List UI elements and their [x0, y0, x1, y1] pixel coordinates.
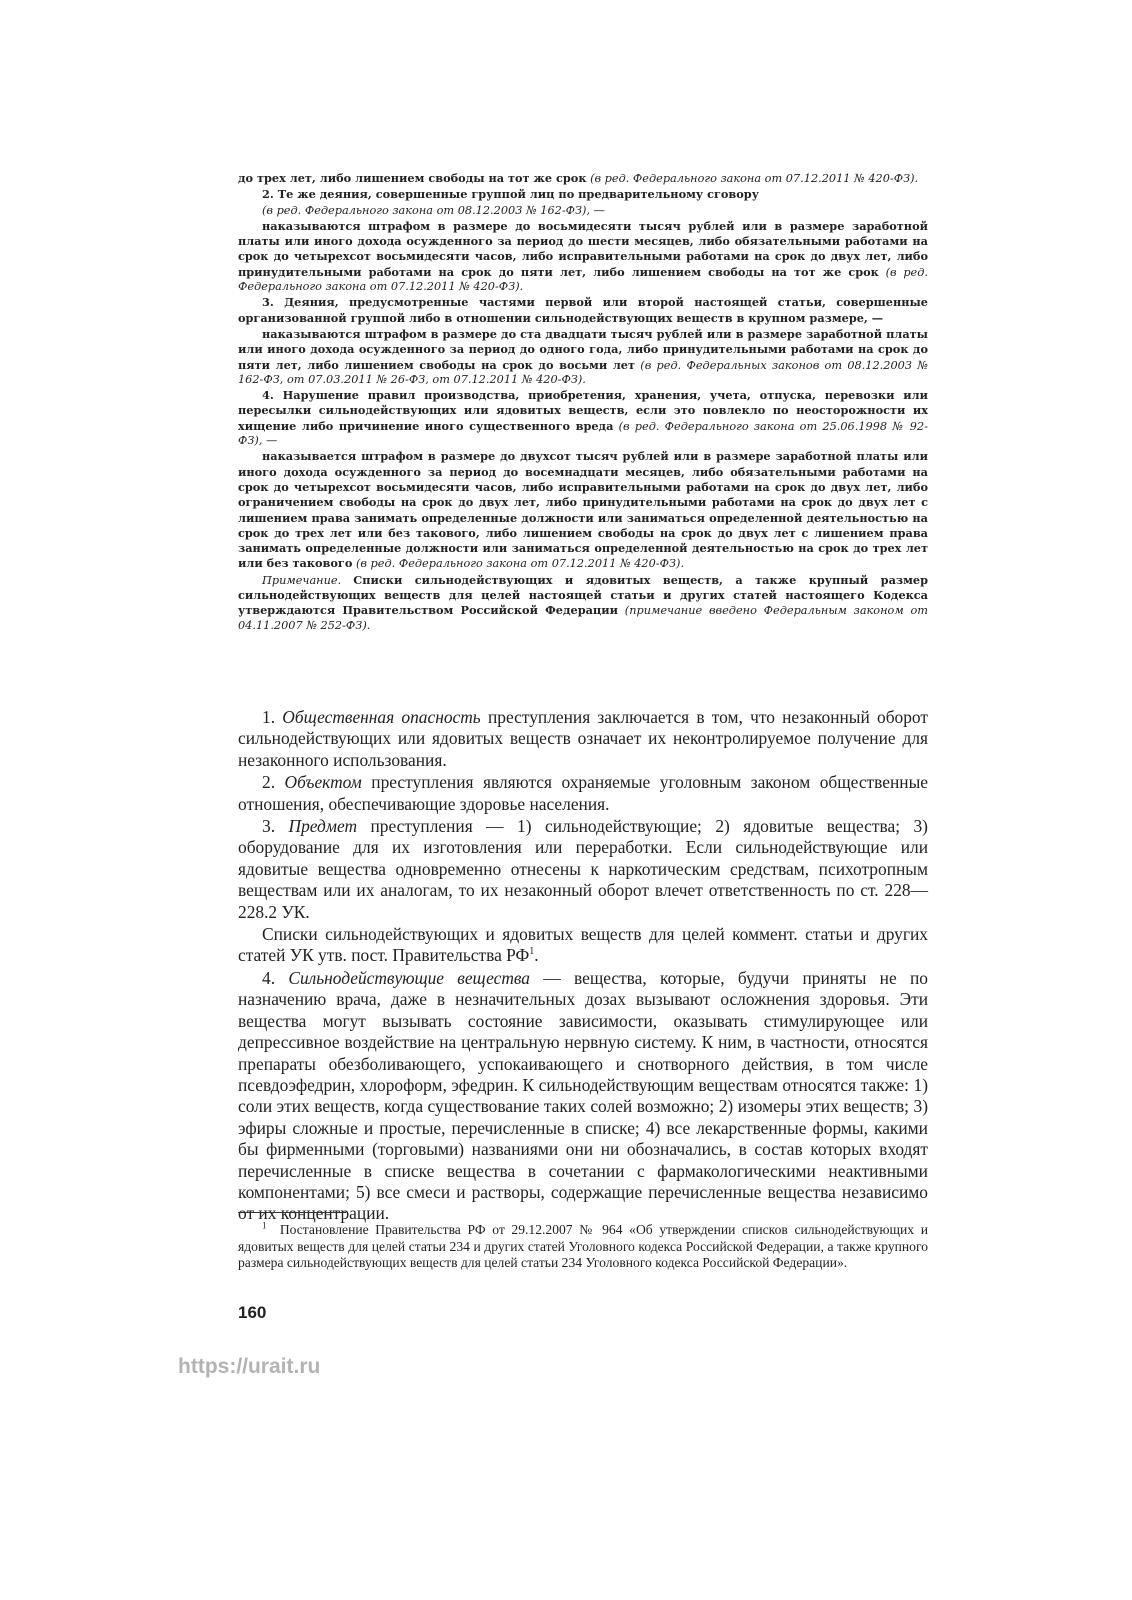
footnote-reference: 1	[529, 946, 535, 958]
paragraph-number: 4.	[262, 967, 276, 988]
law-text: наказывается штрафом в размере до двухсот тысяч рублей или в размере заработной платы или иного дохода осужденного за период до восемнадцати месяцев, либо обязательными работами на срок до четырехсот восьмидесяти часов, либо исправительными работами на срок до двух лет, либо ограничением свободы на срок до двух лет, либо принудительными работами на срок до двух лет с лишением права занимать определенные должности или заниматься определенной деятельностью на срок до трех лет или без такового, либо лишением свободы на срок до двух лет с лишением права занимать определенные должности или заниматься определенной деятельностью на срок до трех лет или без такового	[238, 449, 928, 571]
amendment-note: (примечание введено Федеральным законом от 04.11.2007 № 252-ФЗ).	[238, 604, 928, 632]
law-note	[238, 573, 928, 633]
law-paragraph	[238, 449, 928, 571]
law-paragraph	[238, 204, 928, 218]
law-text: наказываются штрафом в размере до восьмидесяти тысяч рублей или в размере заработной платы или иного дохода осужденного за период до шести месяцев, либо обязательными работами на срок до четырехсот восьмидесяти часов, либо исправительными работами на срок до двух лет, либо принудительными работами на срок до пяти лет, либо лишением свободы на тот же срок	[238, 218, 928, 279]
law-text: наказываются штрафом в размере до ста двадцати тысяч рублей или в размере заработной платы или иного дохода осужденного за период до одного года, либо принудительными работами на срок до пяти лет, либо лишением свободы на срок до восьми лет	[238, 326, 928, 372]
paragraph-text: Списки сильнодействующих и ядовитых веществ для целей коммент. статьи и других статей УК утв. пост. Правительства РФ	[238, 924, 928, 966]
term: Объектом	[284, 772, 362, 793]
amendment-note: (в ред. Федерального закона от 07.12.2011 № 420-ФЗ).	[238, 265, 928, 294]
paragraph-number: 3.	[262, 816, 276, 837]
law-text: 2. Те же деяния, совершенные группой лиц по предварительному сговору	[262, 187, 759, 202]
paragraph-text: — вещества, которые, будучи приняты не по назначению врача, даже в незначительных дозах вызывают осложнения здоровья. Эти вещества могут вызывать состояние зависимости, оказывать стимулирующее или депрессивное воздействие на центральную нервную систему. К ним, в частности, относятся препараты обезболивающего, успокаивающего и снотворного действия, в том числе псевдоэфедрин, хлороформ, эфедрин. К сильнодействующим веществам относятся также: 1) соли этих веществ, когда существование таких солей возможно; 2) изомеры этих веществ; 3) эфиры сложные и простые, перечисленные в списке; 4) все лекарственные формы, какими бы фирменными (торговыми) названиями они ни обозначались, в состав которых входят перечисленные в списке вещества в сочетании с фармакологическими неактивными компонентами; 5) все смеси и растворы, содержащие перечисленные вещества независимо от их концентрации.	[238, 967, 928, 1224]
law-text: Списки сильнодействующих и ядовитых веществ, а также крупный размер сильнодействующих веществ для целей настоящей статьи и других статей настоящего Кодекса утверждаются Правительством Российской Федерации	[238, 572, 929, 618]
commentary-paragraph	[238, 772, 928, 815]
paragraph-number: 2.	[262, 772, 276, 793]
watermark: https://urait.ru	[178, 1355, 321, 1378]
footnote-text	[238, 1222, 928, 1272]
term: Общественная опасность	[282, 707, 481, 727]
law-paragraph	[238, 388, 928, 448]
amendment-note: (в ред. Федеральных законов от 08.12.2003 № 162-ФЗ, от 07.03.2011 № 26-ФЗ, от 07.12.2011 № 420-ФЗ).	[238, 358, 928, 386]
commentary-paragraph	[238, 707, 928, 771]
footnote	[238, 1222, 928, 1272]
law-paragraph	[238, 327, 928, 387]
commentary-paragraph	[238, 816, 928, 923]
law-paragraph	[238, 187, 928, 202]
footnote-body: Постановление Правительства РФ от 29.12.2007 № 964 «Об утверждении списков сильнодействующих и ядовитых веществ для целей статьи 234 и других статей Уголовного кодекса Российской Федерации, а также крупного размера сильнодействующих веществ для целей статьи 234 Уголовного кодекса Российской Федерации».	[238, 1222, 929, 1271]
paragraph-text: преступления — 1) сильнодействующие; 2) ядовитые вещества; 3) оборудование для их изготовления или переработки. Если сильнодействующие или ядовитые вещества одновременно отнесены к наркотическим средствам, психотропным веществам или их аналогам, то их незаконный оборот влечет ответственность по ст. 228—228.2 УК.	[238, 816, 928, 922]
term: Сильнодействующие вещества	[288, 967, 531, 988]
commentary-paragraph	[238, 968, 928, 1225]
term: Предмет	[288, 816, 357, 837]
law-text-block	[238, 171, 928, 634]
commentary-paragraph	[238, 924, 928, 967]
law-text: 4. Нарушение правил производства, приобретения, хранения, учета, отпуска, перевозки или пересылки сильнодействующих или ядовитых веществ, если это повлекло по неосторожности их хищение либо причинение иного существенного вреда	[238, 388, 928, 433]
paragraph-number: 1.	[262, 707, 276, 727]
amendment-note: (в ред. Федерального закона от 25.06.1998 № 92-ФЗ), —	[238, 419, 928, 448]
paragraph-text: преступления являются охраняемые уголовным законом общественные отношения, обеспечивающие здоровье населения.	[238, 772, 928, 814]
page-number: 160	[238, 1303, 267, 1322]
law-text: до трех лет, либо лишением свободы на тот же срок	[238, 171, 587, 185]
law-text: 3. Деяния, предусмотренные частями первой или второй настоящей статьи, совершенные организованной группой либо в отношении сильнодействующих веществ в крупном размере, —	[238, 295, 928, 325]
amendment-note: (в ред. Федерального закона от 07.12.2011 № 420-ФЗ).	[590, 172, 919, 185]
amendment-note: (в ред. Федерального закона от 07.12.2011 № 420-ФЗ).	[355, 557, 685, 571]
paragraph-text: .	[534, 945, 539, 966]
commentary-block	[238, 707, 928, 1226]
law-paragraph	[238, 171, 928, 186]
law-paragraph	[238, 219, 928, 294]
paragraph-text: преступления заключается в том, что незаконный оборот сильнодействующих или ядовитых веществ означает их неконтролируемое получение для незаконного использования.	[238, 707, 929, 770]
amendment-note: (в ред. Федерального закона от 08.12.2003 № 162-ФЗ), —	[262, 203, 605, 217]
footnote-divider	[238, 1212, 346, 1213]
footnote-mark: 1	[262, 1220, 267, 1231]
note-label: Примечание.	[262, 573, 342, 587]
law-paragraph	[238, 295, 928, 326]
